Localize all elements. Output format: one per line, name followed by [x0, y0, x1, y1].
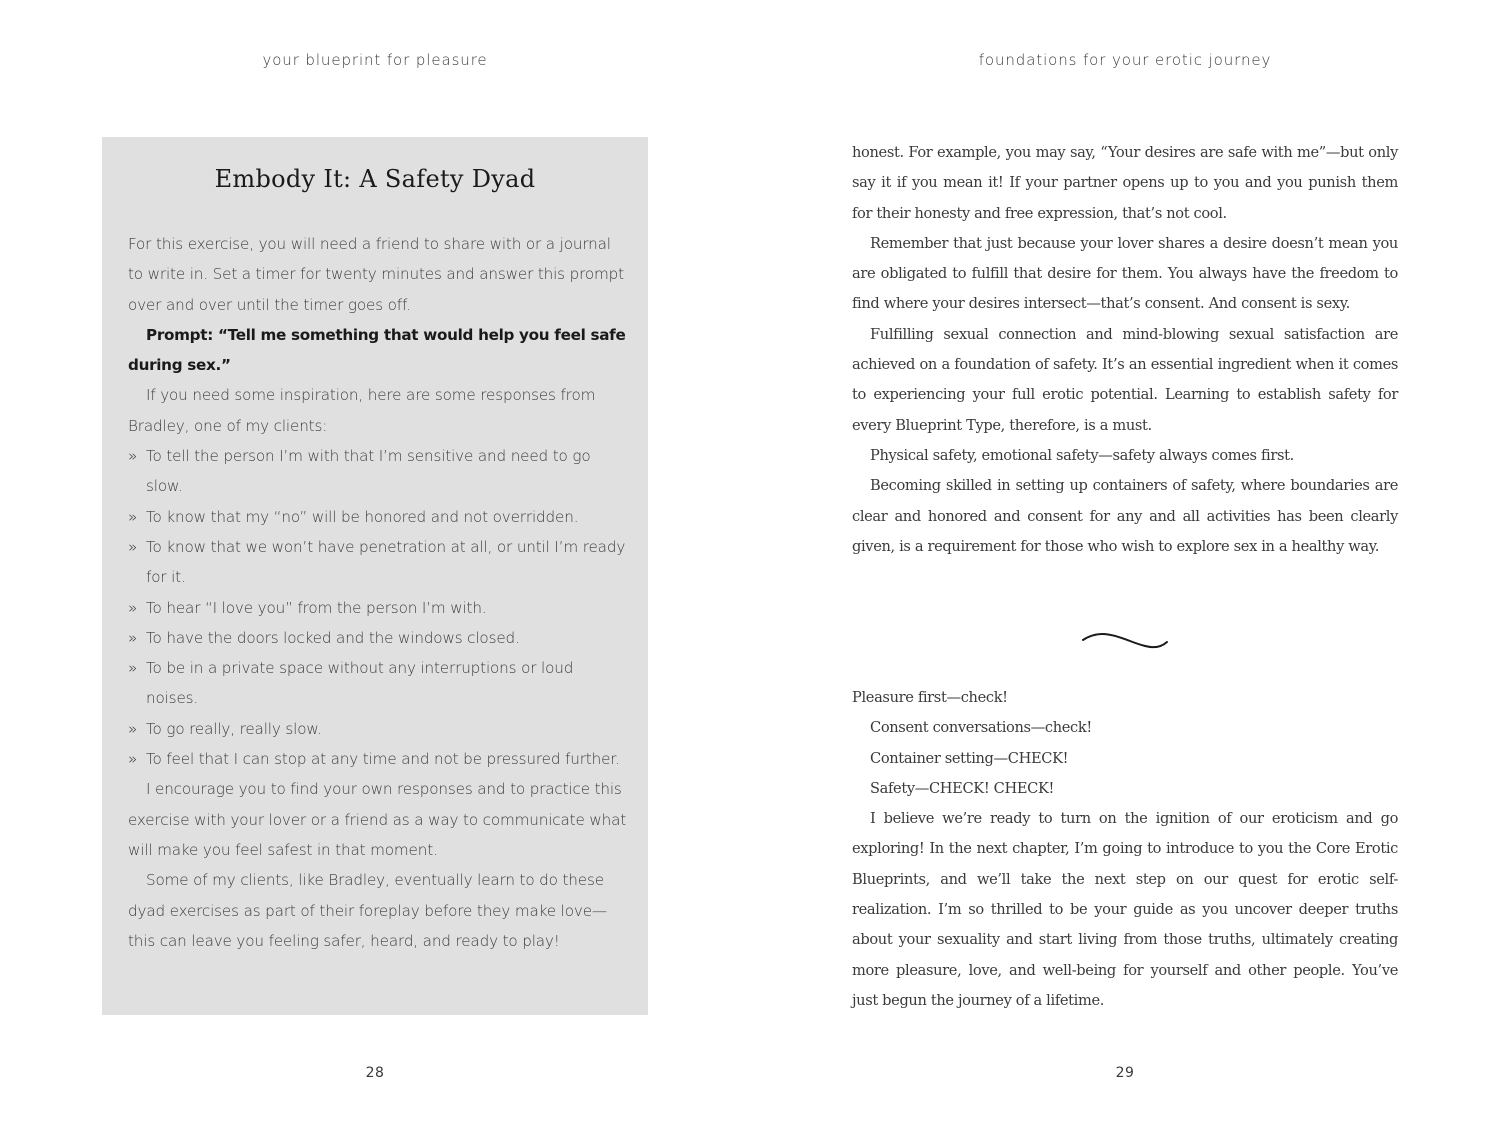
list-item-text: To tell the person I’m with that I’m sensitive and need to go slow.: [146, 447, 591, 496]
list-item-text: To know that my “no” will be honored and not overridden.: [146, 507, 579, 526]
closing-paragraph: I believe we’re ready to turn on the ignition of our eroticism and go exploring! In the next chapter, I’m going to introduce to you the Core Erotic Blueprints, and we’ll take the next step on our quest for erotic self-realization. I’m so thrilled to be your guide as you uncover deeper truths about your sexuality and start living from those truths, ultimately creating more pleasure, love, and well-being for yourself and other people. You’ve just begun the journey of a lifetime.: [852, 810, 1398, 1009]
bullet-icon: »: [128, 659, 138, 678]
response-list: [128, 441, 628, 774]
paragraph: Becoming skilled in setting up containers of safety, where boundaries are clear and honored and consent for any and all activities has been clearly given, is a requirement for those who wish to explore sex in a healthy way.: [852, 477, 1398, 555]
bullet-icon: »: [128, 537, 138, 556]
list-item: [128, 623, 628, 653]
page-number-right: 29: [1115, 1065, 1135, 1081]
sidebar-prompt: Prompt: “Tell me something that would help you feel safe during sex.”: [128, 325, 626, 375]
bullet-icon: »: [128, 507, 138, 526]
list-item-text: To know that we won’t have penetration at all, or until I’m ready for it.: [146, 537, 626, 587]
right-page: [750, 0, 1500, 1125]
list-item: [128, 502, 628, 532]
list-item: [128, 744, 628, 774]
bullet-icon: »: [128, 598, 138, 617]
swash-divider-icon: [1080, 628, 1170, 656]
bullet-icon: »: [128, 719, 138, 738]
checklist-item: Consent conversations—check!: [870, 719, 1092, 737]
bullet-icon: »: [128, 750, 138, 769]
exercise-sidebar: [102, 137, 648, 1015]
list-item-text: To feel that I can stop at any time and not be pressured further.: [146, 750, 620, 769]
checklist-section: [852, 683, 1398, 1016]
list-item: [128, 593, 628, 623]
checklist-item: Container setting—CHECK!: [870, 749, 1069, 767]
sidebar-body: [128, 229, 628, 956]
sidebar-intro: For this exercise, you will need a friend to share with or a journal to write in. Set a timer for twenty minutes and answer this prompt over and over until the timer goes off.: [128, 235, 624, 314]
paragraph: Remember that just because your lover shares a desire doesn’t mean you are obligated to fulfill that desire for them. You always have the freedom to find where your desires intersect—that’s consent. And consent is sexy.: [852, 234, 1398, 313]
list-item: [128, 532, 628, 593]
list-item: [128, 714, 628, 744]
body-text: [852, 138, 1398, 562]
checklist-item: Safety—CHECK! CHECK!: [870, 779, 1055, 797]
list-item-text: To go really, really slow.: [146, 719, 322, 738]
list-item-text: To hear “I love you” from the person I’m with.: [146, 598, 487, 617]
running-head-left: your blueprint for pleasure: [262, 51, 488, 69]
list-item: [128, 441, 628, 502]
running-head-right: foundations for your erotic journey: [978, 51, 1272, 69]
list-item: [128, 653, 628, 714]
paragraph: Physical safety, emotional safety—safety always comes first.: [870, 446, 1294, 464]
checklist-item: Pleasure first—check!: [852, 689, 1008, 706]
page-number-left: 28: [365, 1065, 385, 1081]
sidebar-inspiration: If you need some inspiration, here are some responses from Bradley, one of my clients:: [128, 386, 596, 435]
sidebar-encourage: I encourage you to find your own responses and to practice this exercise with your lover or a friend as a way to communicate what will make you feel safest in that moment.: [128, 780, 627, 859]
paragraph: Fulfilling sexual connection and mind-blowing sexual satisfaction are achieved on a foundation of safety. It’s an essential ingredient when it comes to experiencing your full erotic potential. Learning to establish safety for every Blueprint Type, therefore, is a must.: [852, 325, 1398, 434]
list-item-text: To have the doors locked and the windows closed.: [146, 628, 520, 647]
paragraph: honest. For example, you may say, “Your desires are safe with me”—but only say it if you mean it! If your partner opens up to you and you punish them for their honesty and free expression, that’s not cool.: [852, 144, 1398, 222]
sidebar-title: Embody It: A Safety Dyad: [214, 165, 536, 193]
list-item-text: To be in a private space without any interruptions or loud noises.: [146, 659, 574, 708]
bullet-icon: »: [128, 628, 138, 647]
bullet-icon: »: [128, 447, 138, 466]
sidebar-closing: Some of my clients, like Bradley, eventually learn to do these dyad exercises as part of their foreplay before they make love—this can leave you feeling safer, heard, and ready to play!: [128, 871, 607, 950]
